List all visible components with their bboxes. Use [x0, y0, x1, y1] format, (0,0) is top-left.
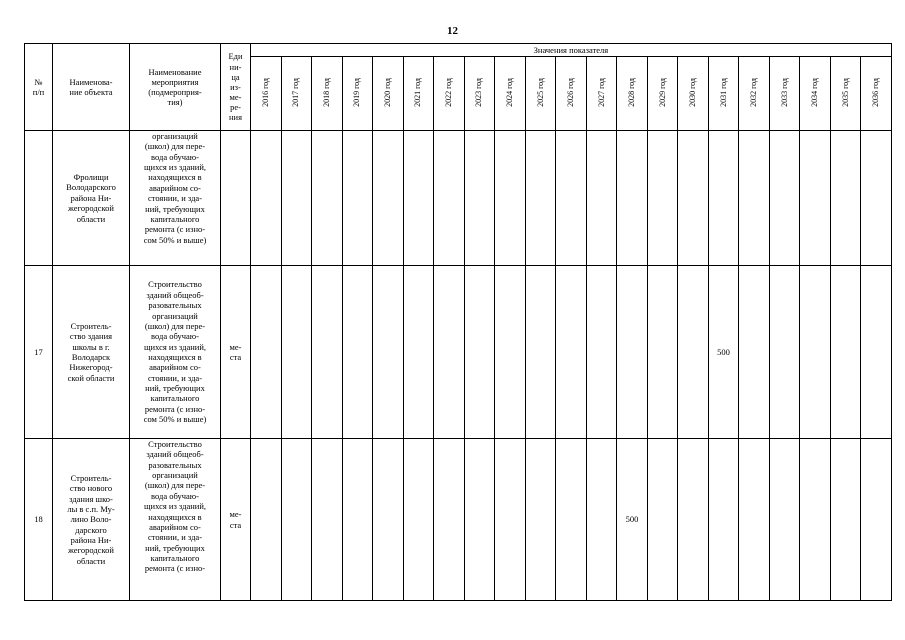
year-header-label: 2022 год — [443, 77, 453, 107]
row-object: Фролищи Володарского района Ни- жегородской области — [53, 131, 130, 266]
row-number: 18 — [25, 439, 53, 601]
row-value-2030 — [678, 131, 709, 266]
row-value-2034 — [800, 266, 831, 439]
row-value-2028: 500 — [617, 439, 648, 601]
row-value-2026 — [556, 439, 587, 601]
row-value-2021 — [403, 131, 434, 266]
year-header-label: 2020 год — [382, 77, 392, 107]
row-value-2026 — [556, 131, 587, 266]
year-header-label: 2032 год — [749, 77, 759, 107]
year-header-label: 2023 год — [474, 77, 484, 107]
year-header-label: 2019 год — [352, 77, 362, 107]
table-body — [25, 131, 892, 601]
row-unit — [221, 131, 251, 266]
row-event: Строительство зданий общеоб- разовательных организаций (школ) для пере- вода обучаю- щихся из зданий, находящихся в аварийном со- стоянии, и зда- ний, требующих капитального ремонта (с изно- — [130, 439, 221, 601]
year-header-0 — [251, 57, 282, 131]
year-header-8 — [495, 57, 526, 131]
row-value-2029 — [647, 439, 678, 601]
row-value-2025 — [525, 266, 556, 439]
row-value-2016 — [251, 131, 282, 266]
table-row — [25, 131, 892, 266]
row-event: организаций (школ) для пере- вода обучаю- щихся из зданий, находящихся в аварийном со- стоянии, и зда- ний, требующих капитального ремонта (с изно- сом 50% и выше) — [130, 131, 221, 266]
year-header-5 — [403, 57, 434, 131]
table-row — [25, 266, 892, 439]
row-value-2035 — [830, 131, 861, 266]
row-value-2023 — [464, 131, 495, 266]
table-header — [25, 44, 892, 131]
year-header-13 — [647, 57, 678, 131]
row-value-2027 — [586, 131, 617, 266]
year-header-label: 2016 год — [260, 77, 270, 107]
row-value-2028 — [617, 266, 648, 439]
row-value-2031: 500 — [708, 266, 739, 439]
row-value-2033 — [769, 266, 800, 439]
row-value-2030 — [678, 439, 709, 601]
year-header-label: 2035 год — [840, 77, 850, 107]
year-header-15 — [708, 57, 739, 131]
row-value-2020 — [373, 439, 404, 601]
row-value-2030 — [678, 266, 709, 439]
row-value-2020 — [373, 131, 404, 266]
year-header-6 — [434, 57, 465, 131]
year-header-9 — [525, 57, 556, 131]
row-value-2031 — [708, 131, 739, 266]
row-value-2019 — [342, 439, 373, 601]
year-header-7 — [464, 57, 495, 131]
year-header-label: 2030 год — [688, 77, 698, 107]
row-value-2017 — [281, 266, 312, 439]
year-header-11 — [586, 57, 617, 131]
year-header-16 — [739, 57, 770, 131]
year-header-1 — [281, 57, 312, 131]
row-value-2018 — [312, 131, 343, 266]
header-event — [130, 44, 221, 131]
row-value-2035 — [830, 439, 861, 601]
header-unit — [221, 44, 251, 131]
year-header-18 — [800, 57, 831, 131]
indicator-table — [24, 43, 892, 601]
year-header-label: 2027 год — [596, 77, 606, 107]
row-value-2018 — [312, 439, 343, 601]
row-value-2033 — [769, 439, 800, 601]
row-value-2033 — [769, 131, 800, 266]
row-unit: ме- ста — [221, 439, 251, 601]
year-header-19 — [830, 57, 861, 131]
row-value-2018 — [312, 266, 343, 439]
header-values-title: Значения показателя — [251, 44, 892, 57]
row-value-2025 — [525, 439, 556, 601]
header-num — [25, 44, 53, 131]
row-value-2036 — [861, 131, 892, 266]
row-value-2017 — [281, 439, 312, 601]
year-header-label: 2029 год — [657, 77, 667, 107]
row-value-2023 — [464, 439, 495, 601]
row-value-2025 — [525, 131, 556, 266]
row-value-2021 — [403, 439, 434, 601]
year-header-4 — [373, 57, 404, 131]
row-value-2029 — [647, 266, 678, 439]
row-value-2034 — [800, 439, 831, 601]
header-unit-label: Еди ни- ца из- ме- ре- ния — [228, 51, 243, 123]
row-value-2026 — [556, 266, 587, 439]
row-value-2029 — [647, 131, 678, 266]
year-header-10 — [556, 57, 587, 131]
year-header-label: 2025 год — [535, 77, 545, 107]
row-value-2022 — [434, 439, 465, 601]
row-value-2032 — [739, 439, 770, 601]
row-value-2035 — [830, 266, 861, 439]
row-value-2021 — [403, 266, 434, 439]
header-object-label: Наименова- ние объекта — [69, 76, 113, 97]
row-number — [25, 131, 53, 266]
year-header-label: 2021 год — [413, 77, 423, 107]
row-value-2024 — [495, 266, 526, 439]
row-value-2019 — [342, 266, 373, 439]
year-header-label: 2024 год — [505, 77, 514, 107]
row-value-2017 — [281, 131, 312, 266]
year-header-17 — [769, 57, 800, 131]
row-value-2020 — [373, 266, 404, 439]
row-value-2027 — [586, 266, 617, 439]
row-value-2022 — [434, 131, 465, 266]
row-value-2027 — [586, 439, 617, 601]
header-object — [53, 44, 130, 131]
row-value-2036 — [861, 439, 892, 601]
year-header-20 — [861, 57, 892, 131]
row-value-2019 — [342, 131, 373, 266]
row-value-2032 — [739, 266, 770, 439]
year-header-label: 2028 год — [627, 77, 637, 107]
row-value-2028 — [617, 131, 648, 266]
year-header-label: 2018 год — [321, 77, 331, 107]
year-header-2 — [312, 57, 343, 131]
year-header-12 — [617, 57, 648, 131]
row-value-2036 — [861, 266, 892, 439]
year-header-label: 2033 год — [779, 77, 789, 107]
row-value-2023 — [464, 266, 495, 439]
row-object: Строитель- ство здания школы в г. Володарск Нижегород- ской области — [53, 266, 130, 439]
row-value-2016 — [251, 439, 282, 601]
row-value-2016 — [251, 266, 282, 439]
year-header-label: 2026 год — [566, 77, 576, 107]
row-value-2031 — [708, 439, 739, 601]
row-value-2032 — [739, 131, 770, 266]
table-row — [25, 439, 892, 601]
row-number: 17 — [25, 266, 53, 439]
year-header-label: 2017 год — [291, 77, 301, 107]
year-header-label: 2034 год — [810, 77, 820, 107]
row-value-2024 — [495, 439, 526, 601]
row-unit: ме- ста — [221, 266, 251, 439]
row-object: Строитель- ство нового здания шко- лы в с.п. Му- лино Воло- дарского района Ни- жегородской области — [53, 439, 130, 601]
row-value-2022 — [434, 266, 465, 439]
page-number: 12 — [447, 25, 458, 37]
header-num-label: № п/п — [32, 76, 45, 97]
header-event-label: Наименование мероприятия (подмероприя- тия) — [148, 66, 202, 108]
year-header-14 — [678, 57, 709, 131]
year-header-label: 2031 год — [718, 77, 728, 107]
row-event: Строительство зданий общеоб- разовательных организаций (школ) для пере- вода обучаю- щихся из зданий, находящихся в аварийном со- стоянии, и зда- ний, требующих капитального ремонта (с изно- сом 50% и выше) — [130, 266, 221, 439]
year-header-3 — [342, 57, 373, 131]
year-header-label: 2036 год — [871, 77, 881, 107]
row-value-2024 — [495, 131, 526, 266]
row-value-2034 — [800, 131, 831, 266]
